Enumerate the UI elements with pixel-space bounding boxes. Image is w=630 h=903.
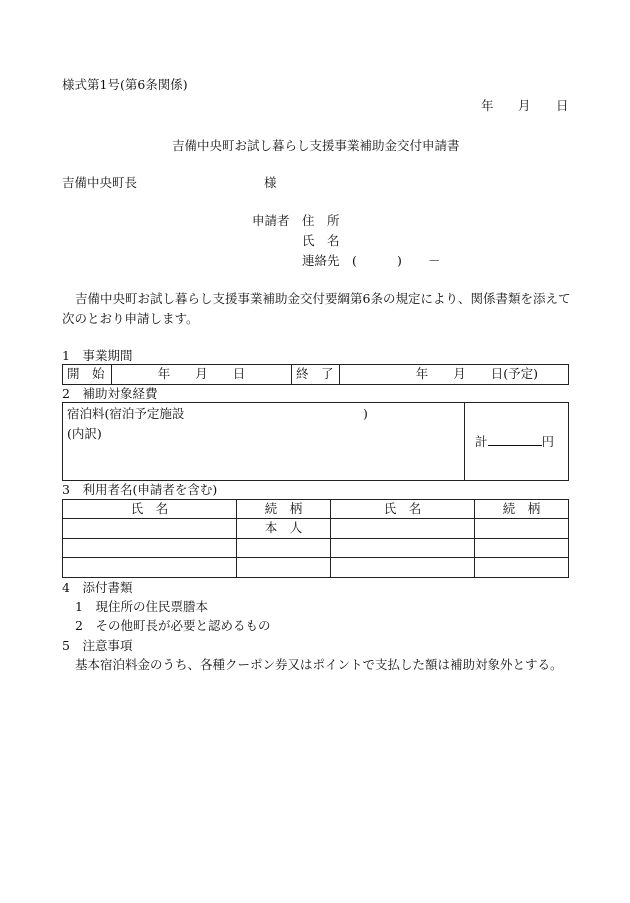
user-relation-cell[interactable] — [237, 539, 331, 558]
header-name-2 — [331, 500, 475, 519]
section3-heading: 3 利用者名(申請者を含む) — [62, 482, 218, 497]
addressee-honorific: 様 — [264, 175, 277, 190]
section1-heading: 1 事業期間 — [62, 348, 133, 363]
addressee-name: 吉備中央町長 — [62, 175, 138, 190]
start-date-cell[interactable] — [112, 365, 292, 385]
section4-heading: 4 添付書類 — [62, 580, 133, 595]
header-relation-2 — [475, 500, 569, 519]
document-title: 吉備中央町お試し暮らし支援事業補助金交付申請書 — [172, 138, 460, 153]
breakdown-label: (内訳) — [67, 425, 102, 441]
body-text-line1: 吉備中央町お試し暮らし支援事業補助金交付要綱第6条の規定により、関係書類を添えて — [75, 291, 571, 306]
attachment-item-2: 2 その他町長が必要と認めるもの — [75, 618, 271, 633]
total-cell[interactable] — [465, 403, 569, 481]
start-label-cell — [63, 365, 112, 385]
table-row — [63, 558, 569, 578]
header-relation-1 — [237, 500, 331, 519]
user-name-cell[interactable] — [331, 519, 475, 539]
user-relation-cell[interactable] — [237, 558, 331, 578]
user-name-cell[interactable] — [63, 539, 237, 558]
user-name-cell[interactable] — [63, 558, 237, 578]
total-label: 計 — [475, 433, 488, 449]
lodging-close-paren: ) — [363, 406, 368, 421]
start-date-value: 年 月 日 — [157, 366, 246, 382]
lodging-cell[interactable] — [63, 403, 465, 481]
lodging-label: 宿泊料(宿泊予定施設 — [67, 406, 185, 421]
period-table — [62, 364, 569, 385]
caution-note: 基本宿泊料金のうち、各種クーポン券又はポイントで支払した額は補助対象外とする。 — [75, 657, 563, 672]
user-name-cell[interactable] — [63, 519, 237, 539]
user-relation-cell[interactable] — [475, 519, 569, 539]
self-label: 本 人 — [264, 520, 303, 536]
date-day-label: 日 — [556, 98, 569, 113]
user-relation-cell[interactable] — [237, 519, 331, 539]
header-relation-1-label: 続 柄 — [264, 500, 303, 516]
body-text-line2: 次のとおり申請します。 — [62, 311, 199, 326]
header-name-1-label: 氏 名 — [130, 500, 169, 516]
contact-close-paren: ) — [397, 253, 402, 268]
section2-heading: 2 補助対象経費 — [62, 386, 158, 401]
contact-label: 連絡先 — [302, 253, 340, 268]
users-header-row — [63, 500, 569, 519]
end-label-cell — [292, 365, 340, 385]
header-name-2-label: 氏 名 — [383, 500, 422, 516]
table-row — [63, 519, 569, 539]
user-name-cell[interactable] — [331, 558, 475, 578]
table-row — [63, 539, 569, 558]
total-amount-blank — [488, 435, 542, 446]
user-name-cell[interactable] — [331, 539, 475, 558]
address-label: 住 所 — [302, 213, 340, 228]
end-label: 終 了 — [296, 366, 334, 382]
end-date-cell[interactable] — [340, 365, 569, 385]
header-name-1 — [63, 500, 237, 519]
section5-heading: 5 注意事項 — [62, 638, 133, 653]
date-year-label: 年 — [481, 98, 494, 113]
end-date-value: 年 月 日(予定) — [415, 366, 538, 382]
applicant-label: 申請者 — [252, 213, 290, 228]
expense-table — [62, 402, 569, 481]
header-relation-2-label: 続 柄 — [502, 500, 541, 516]
user-relation-cell[interactable] — [475, 558, 569, 578]
contact-open-paren: ( — [352, 253, 357, 268]
users-table — [62, 499, 569, 578]
attachment-item-1: 1 現住所の住民票謄本 — [75, 599, 208, 614]
form-number: 様式第1号(第6条関係) — [62, 77, 188, 92]
name-label: 氏 名 — [302, 233, 340, 248]
yen-label: 円 — [541, 433, 555, 449]
start-label: 開 始 — [67, 366, 105, 382]
date-month-label: 月 — [518, 98, 531, 113]
contact-dash: － — [428, 253, 441, 268]
user-relation-cell[interactable] — [475, 539, 569, 558]
